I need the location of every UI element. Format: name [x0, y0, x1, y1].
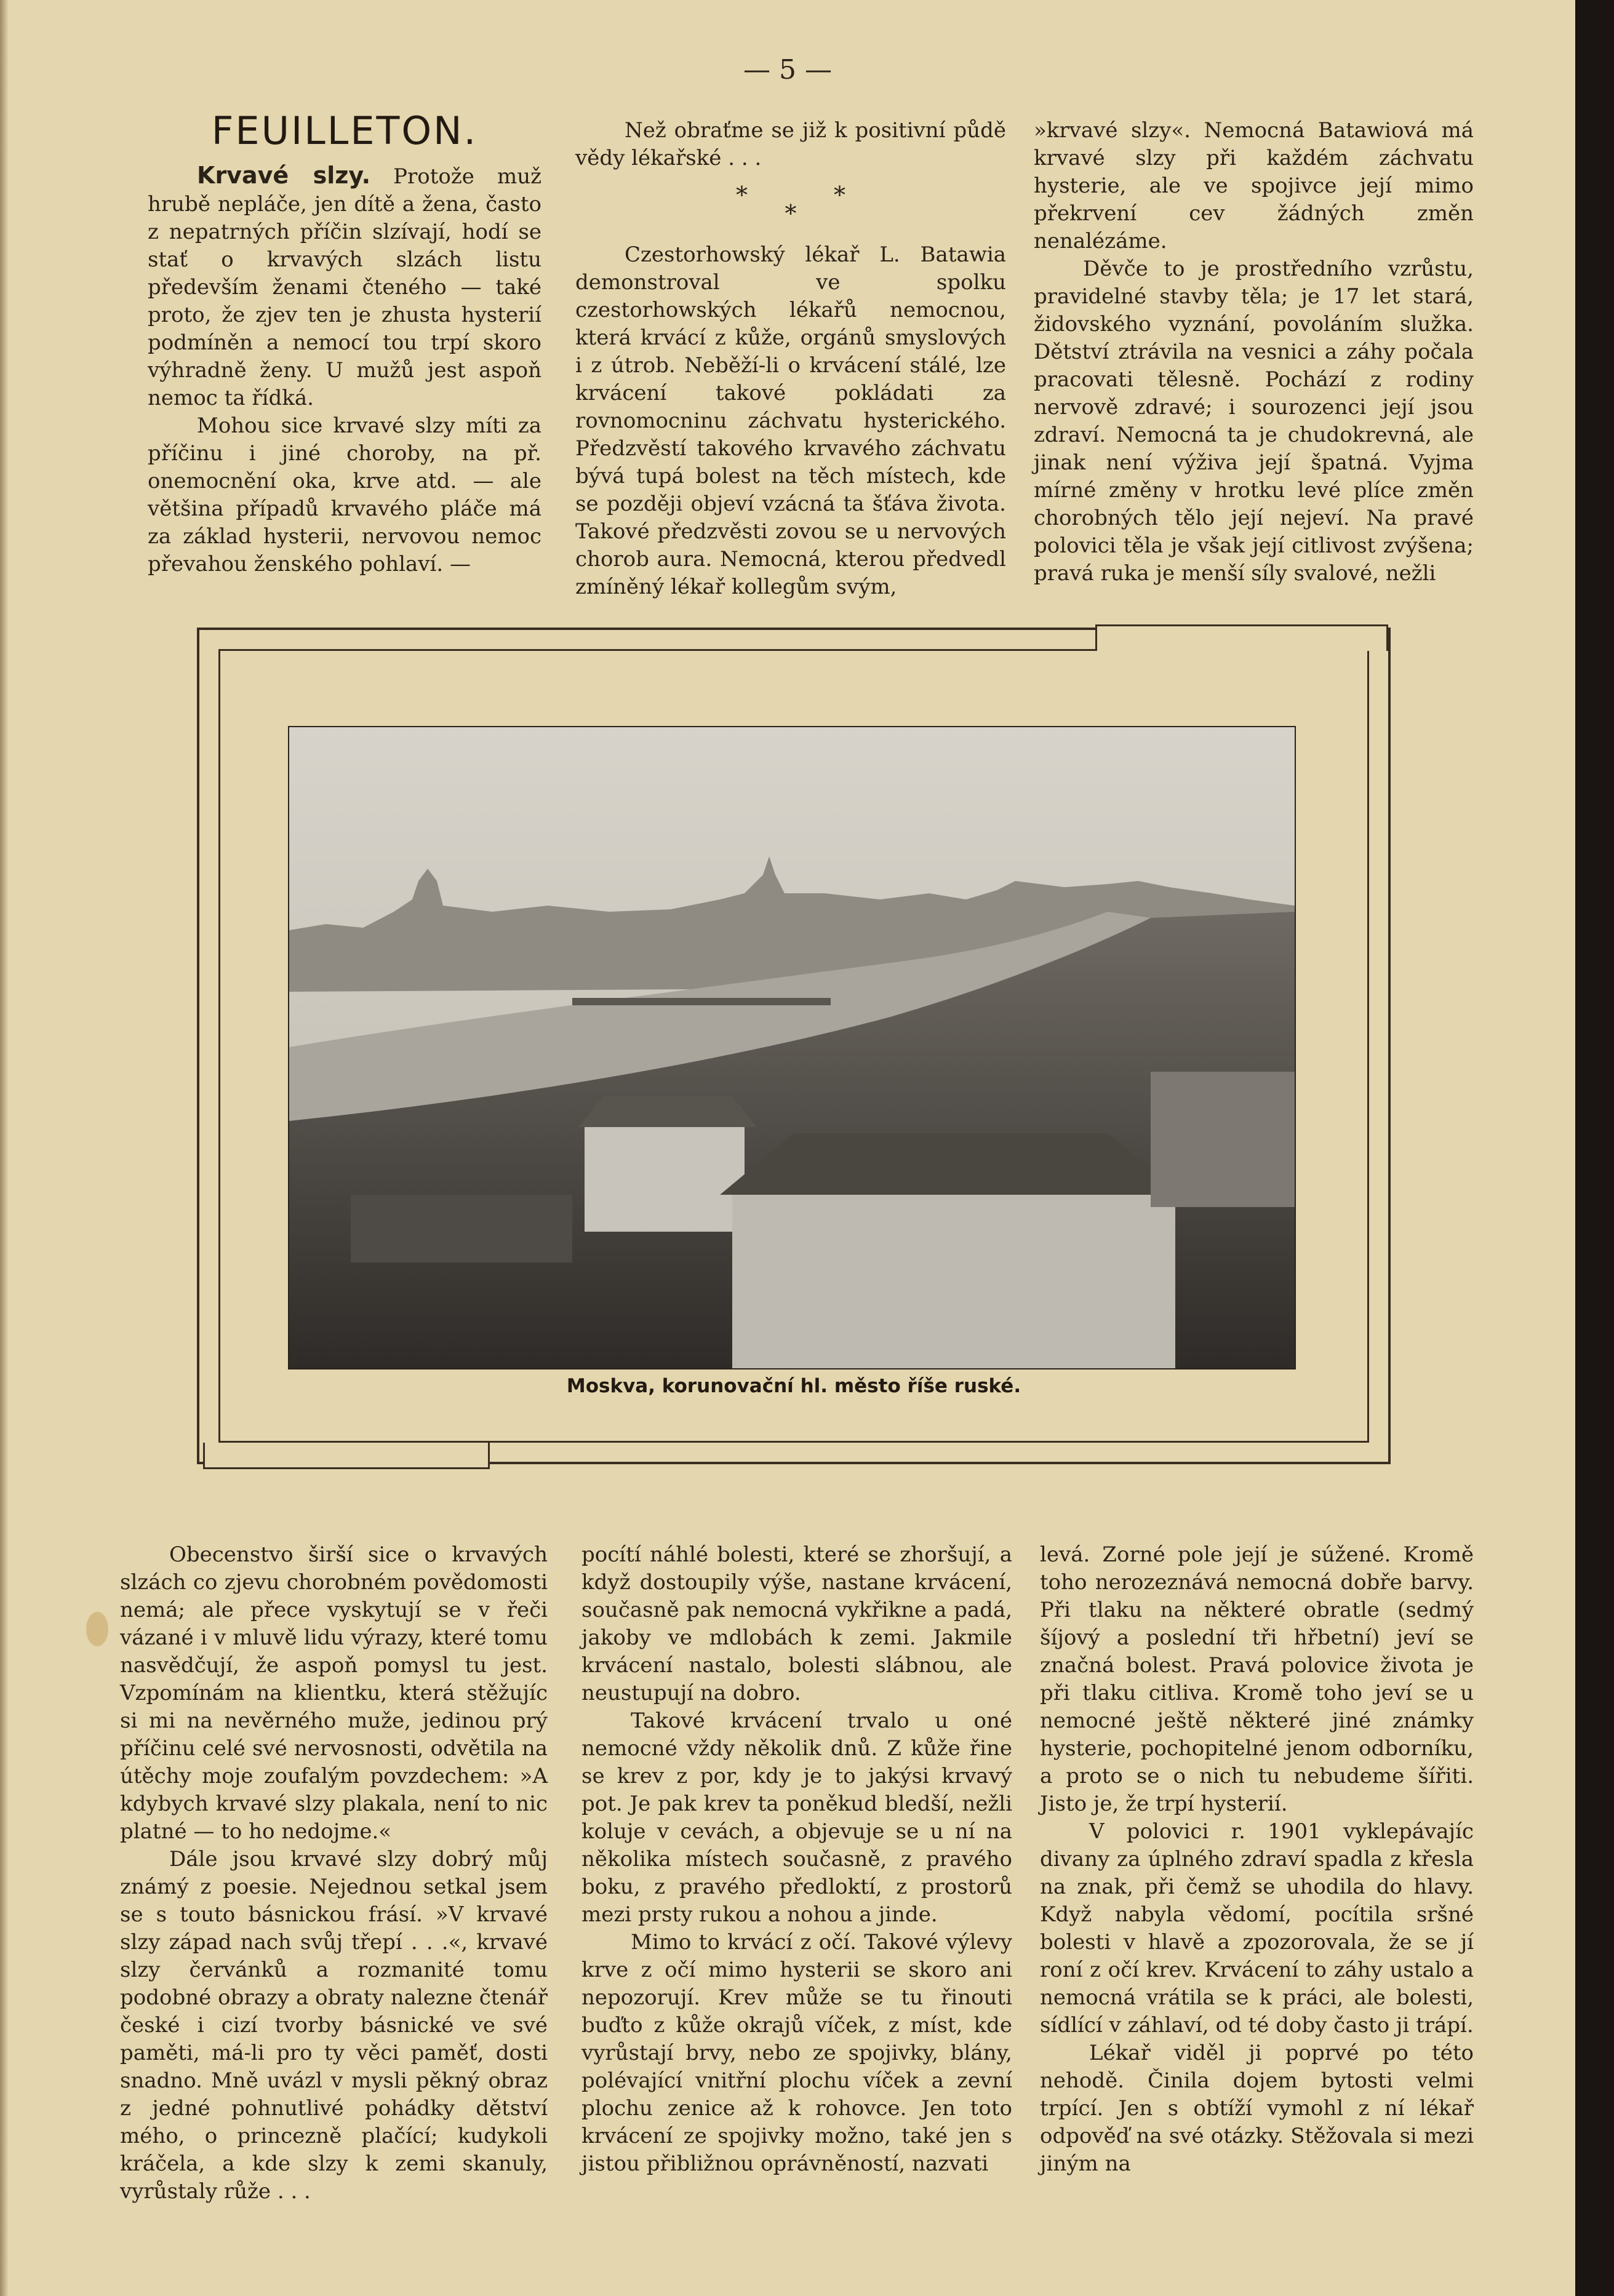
page-binding-shadow	[0, 0, 9, 2296]
col1-bottom-paragraph-2: Dále jsou krvavé slzy dobrý můj známý z poesie. Nejednou setkal jsem se s touto básnickou frásí. »V krvavé slzy západ nach svůj třepí . . .«, krvavé slzy červánků a rozmanité tomu podobné obrazy a obraty nalezne čtenář české i cizí tvorby básnické ve své paměti, má-li pro ty věci paměť, dosti snadno. Mně uvázl v mysli pěkný obraz z jedné pohnutlivé pohádky dětství mého, o princezně plačící; kudykoli kráčela, a kde slzy k zemi skanuly, vyrůstaly růže . . .	[120, 1847, 548, 2204]
feuilleton-p1-text: Protože muž hrubě nepláče, jen dítě a žena, často z nepatrných příčin slzívají, hodí se stať o krvavých slzách listu především ženami čteného — také proto, že zjev ten je zhusta hysterií podmíněn a nemocí tou trpí skoro výhradně ženy. U mužů jest aspoň nemoc ta řídká.	[148, 164, 541, 410]
article-title: Krvavé slzy.	[197, 162, 371, 189]
scan-dark-edge	[1575, 0, 1614, 2296]
column-1-top	[148, 108, 541, 578]
feuilleton-heading: FEUILLETON.	[211, 108, 478, 153]
column-3-bottom	[1040, 1541, 1474, 2178]
col3-top-paragraph-1: »krvavé slzy«. Nemocná Batawiová má krvavé slzy při každém záchvatu hysterie, ale ve spojivce její mimo překrvení cev žádných změn nenalézáme.	[1034, 118, 1474, 253]
moscow-panorama-photo	[288, 726, 1296, 1369]
paper-stain	[86, 1612, 108, 1646]
frame-corner-top-right	[1095, 624, 1388, 651]
col3-top-paragraph-2: Děvče to je prostředního vzrůstu, pravidelné stavby těla; je 17 let stará, židovského vyznání, povoláním služka. Dětství ztrávila na vesnici a záhy počala pracovati tělesně. Pochází z rodiny nervově zdravé; i sourozenci její jsou zdraví. Nemocná ta je chudokrevná, ale jinak není výživa její špatná. Vyjma mírné změny v hrotku levé plíce změn chorobných tělo její nejeví. Na pravé polovici těla je však její citlivost zvýšena; pravá ruka je menší síly svalové, nežli	[1034, 257, 1474, 586]
column-2-top	[575, 117, 1006, 601]
column-1-bottom	[120, 1541, 548, 2206]
col3-bottom-paragraph-3: Lékař viděl ji poprvé po této nehodě. Činila dojem bytosti velmi trpící. Jen s obtíží vymohl z ní lékař odpověď na své otázky. Stěžovala si mezi jiným na	[1040, 2041, 1474, 2176]
section-divider-stars	[575, 181, 1006, 227]
col2-bottom-paragraph-2: Takové krvácení trvalo u oné nemocné vždy několik dnů. Z kůže řine se krev z por, kdy je to jakýsi krvavý pot. Je pak krev ta poněkud bledší, nežli koluje v cevách, a objevuje se u ní na několika místech současně, z pravého boku, z pravého předloktí, z prostorů mezi prsty rukou a nohou a jinde.	[581, 1708, 1012, 1927]
feuilleton-paragraph-1	[148, 162, 541, 412]
star-right: *	[834, 181, 845, 209]
col2-bottom-paragraph-1: pocítí náhlé bolesti, které se zhoršují, a když dostoupily výše, nastane krvácení, současně pak nemocná vykřikne a padá, jakoby ve mdlobách k zemi. Jakmile krvácení nastalo, bolesti slábnou, ale neustupují na dobro.	[581, 1542, 1012, 1705]
col2-bottom-paragraph-3: Mimo to krvácí z očí. Takové výlevy krve z očí mimo hysterii se skoro ani nepozorují. Krev může se tu řinouti buďto z kůže okrajů víček, z míst, kde vyrůstají brvy, nebo ze spojivky, blány, polévající vnitřní plochu víček a zevní plochu zenice až k rohovce. Jen toto krvácení ze spojivky možno, také jen s jistou přibližnou oprávněností, nazvati	[581, 1930, 1012, 2176]
col2-top-paragraph-2: Czestorhowský lékař L. Batawia demonstroval ve spolku czestorhowských lékařů nemocnou, která krvácí z kůže, orgánů smyslových i z útrob. Neběží-li o krvácení stálé, lze krvácení takové pokládati za rovnomocninu záchvatu hysterického. Předzvěstí takového krvavého záchvatu bývá tupá bolest na těch místech, kde se později objeví vzácná ta šťáva života. Takové předzvěsti zovou se u nervových chorob aura. Nemocná, kterou předvedl zmíněný lékař kollegům svým,	[575, 242, 1006, 599]
column-2-bottom	[581, 1541, 1012, 2178]
col3-bottom-paragraph-1: levá. Zorné pole její je súžené. Kromě toho nerozeznává nemocná dobře barvy. Při tlaku na některé obratle (sedmý šíjový a poslední tři hřbetní) jeví se značná bolest. Pravá polovice života je při tlaku citliva. Kromě toho jeví se u nemocné ještě některé jiné známky hysterie, pochopitelné jenom odborníku, a proto se o nich tu nebudeme šířiti. Jisto je, že trpí hysterií.	[1040, 1542, 1474, 1816]
col2-top-paragraph-1: Než obraťme se již k positivní půdě vědy lékařské . . .	[575, 118, 1006, 170]
star-left: *	[736, 181, 748, 209]
col3-bottom-paragraph-2: V polovici r. 1901 vyklepávajíc divany za úplného zdraví spadla z křesla na znak, při čemž se uhodila do hlavy. Když nabyla vědomí, pocítila sršné bolesti v hlavě a zpozorovala, že se jí roní z očí krev. Krvácení to záhy ustalo a nemocná vrátila se k práci, ale bolesti, sídlící v záhlaví, od té doby často ji trápí.	[1040, 1819, 1474, 2038]
figure-caption: Moskva, korunovační hl. město říše ruské.	[566, 1375, 1021, 1397]
star-center: *	[785, 200, 797, 227]
column-3-top	[1034, 117, 1474, 588]
feuilleton-paragraph-2: Mohou sice krvavé slzy míti za příčinu i jiné choroby, na př. onemocnění oka, krve atd. — ale většina případů krvavého pláče má za základ hysterii, nervovou nemoc převahou ženského pohlaví. —	[148, 413, 541, 576]
col1-bottom-paragraph-1: Obecenstvo širší sice o krvavých slzách co zjevu chorobném povědomosti nemá; ale přece vyskytují se v řeči vázané i v mluvě lidu výrazy, které tomu nasvědčují, že aspoň pomysl tu jest. Vzpomínám na klientku, která stěžujíc si mi na nevěrného muže, jedinou prý příčinu celé své nervosnosti, odvětila na útěchy moje zoufalým povzdechem: »A kdybych krvavé slzy plakala, není to nic platné — to ho nedojme.«	[120, 1542, 548, 1844]
frame-corner-bottom-left	[203, 1443, 490, 1469]
page-number: — 5 —	[743, 54, 832, 86]
